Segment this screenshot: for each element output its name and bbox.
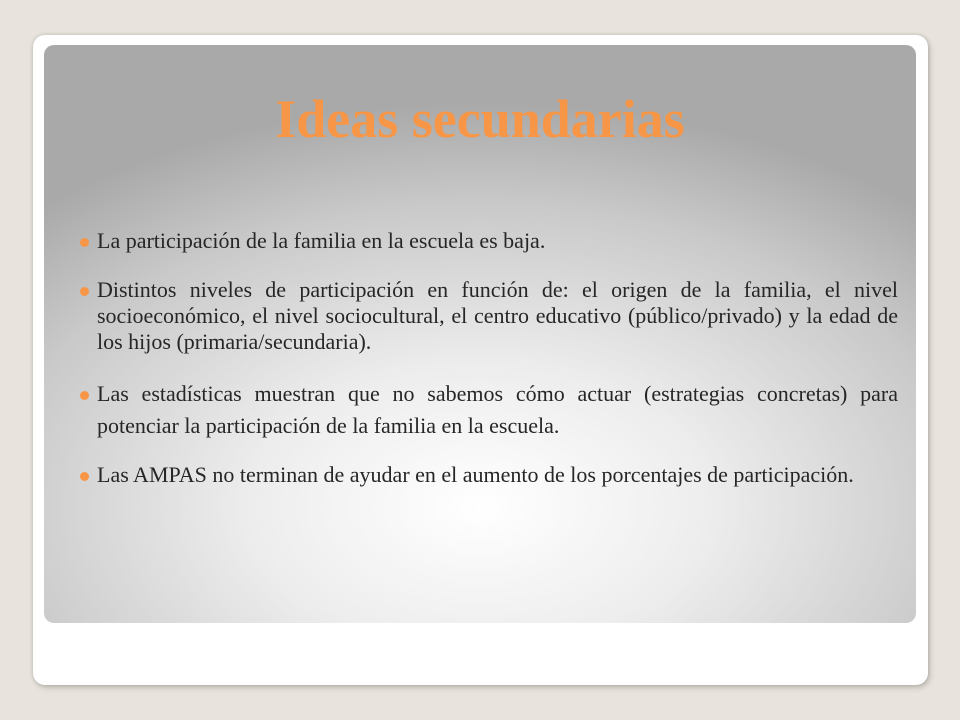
bullet-dot-icon	[80, 287, 89, 296]
slide-title: Ideas secundarias	[275, 89, 685, 149]
content-panel	[44, 45, 916, 623]
bullet-dot-icon	[80, 238, 89, 247]
bullet-list	[80, 228, 898, 488]
bullet-item	[80, 462, 898, 488]
bullet-dot-icon	[80, 472, 89, 481]
bullet-item	[80, 277, 898, 355]
bullet-item	[80, 228, 898, 254]
bullet-dot-icon	[80, 391, 89, 400]
bullet-text: La participación de la familia en la escuela es baja.	[97, 228, 546, 253]
bullet-text: Las AMPAS no terminan de ayudar en el aumento de los porcentajes de participación.	[97, 462, 854, 487]
slide-frame	[33, 35, 928, 685]
bullet-text: Las estadísticas muestran que no sabemos cómo actuar (estrategias concretas) para potenciar la participación de la familia en la escuela.	[97, 381, 898, 438]
bullet-item	[80, 378, 898, 442]
bullet-text: Distintos niveles de participación en función de: el origen de la familia, el nivel socioeconómico, el nivel sociocultural, el centro educativo (público/privado) y la edad de los hijos (primaria/secundaria).	[97, 277, 898, 354]
